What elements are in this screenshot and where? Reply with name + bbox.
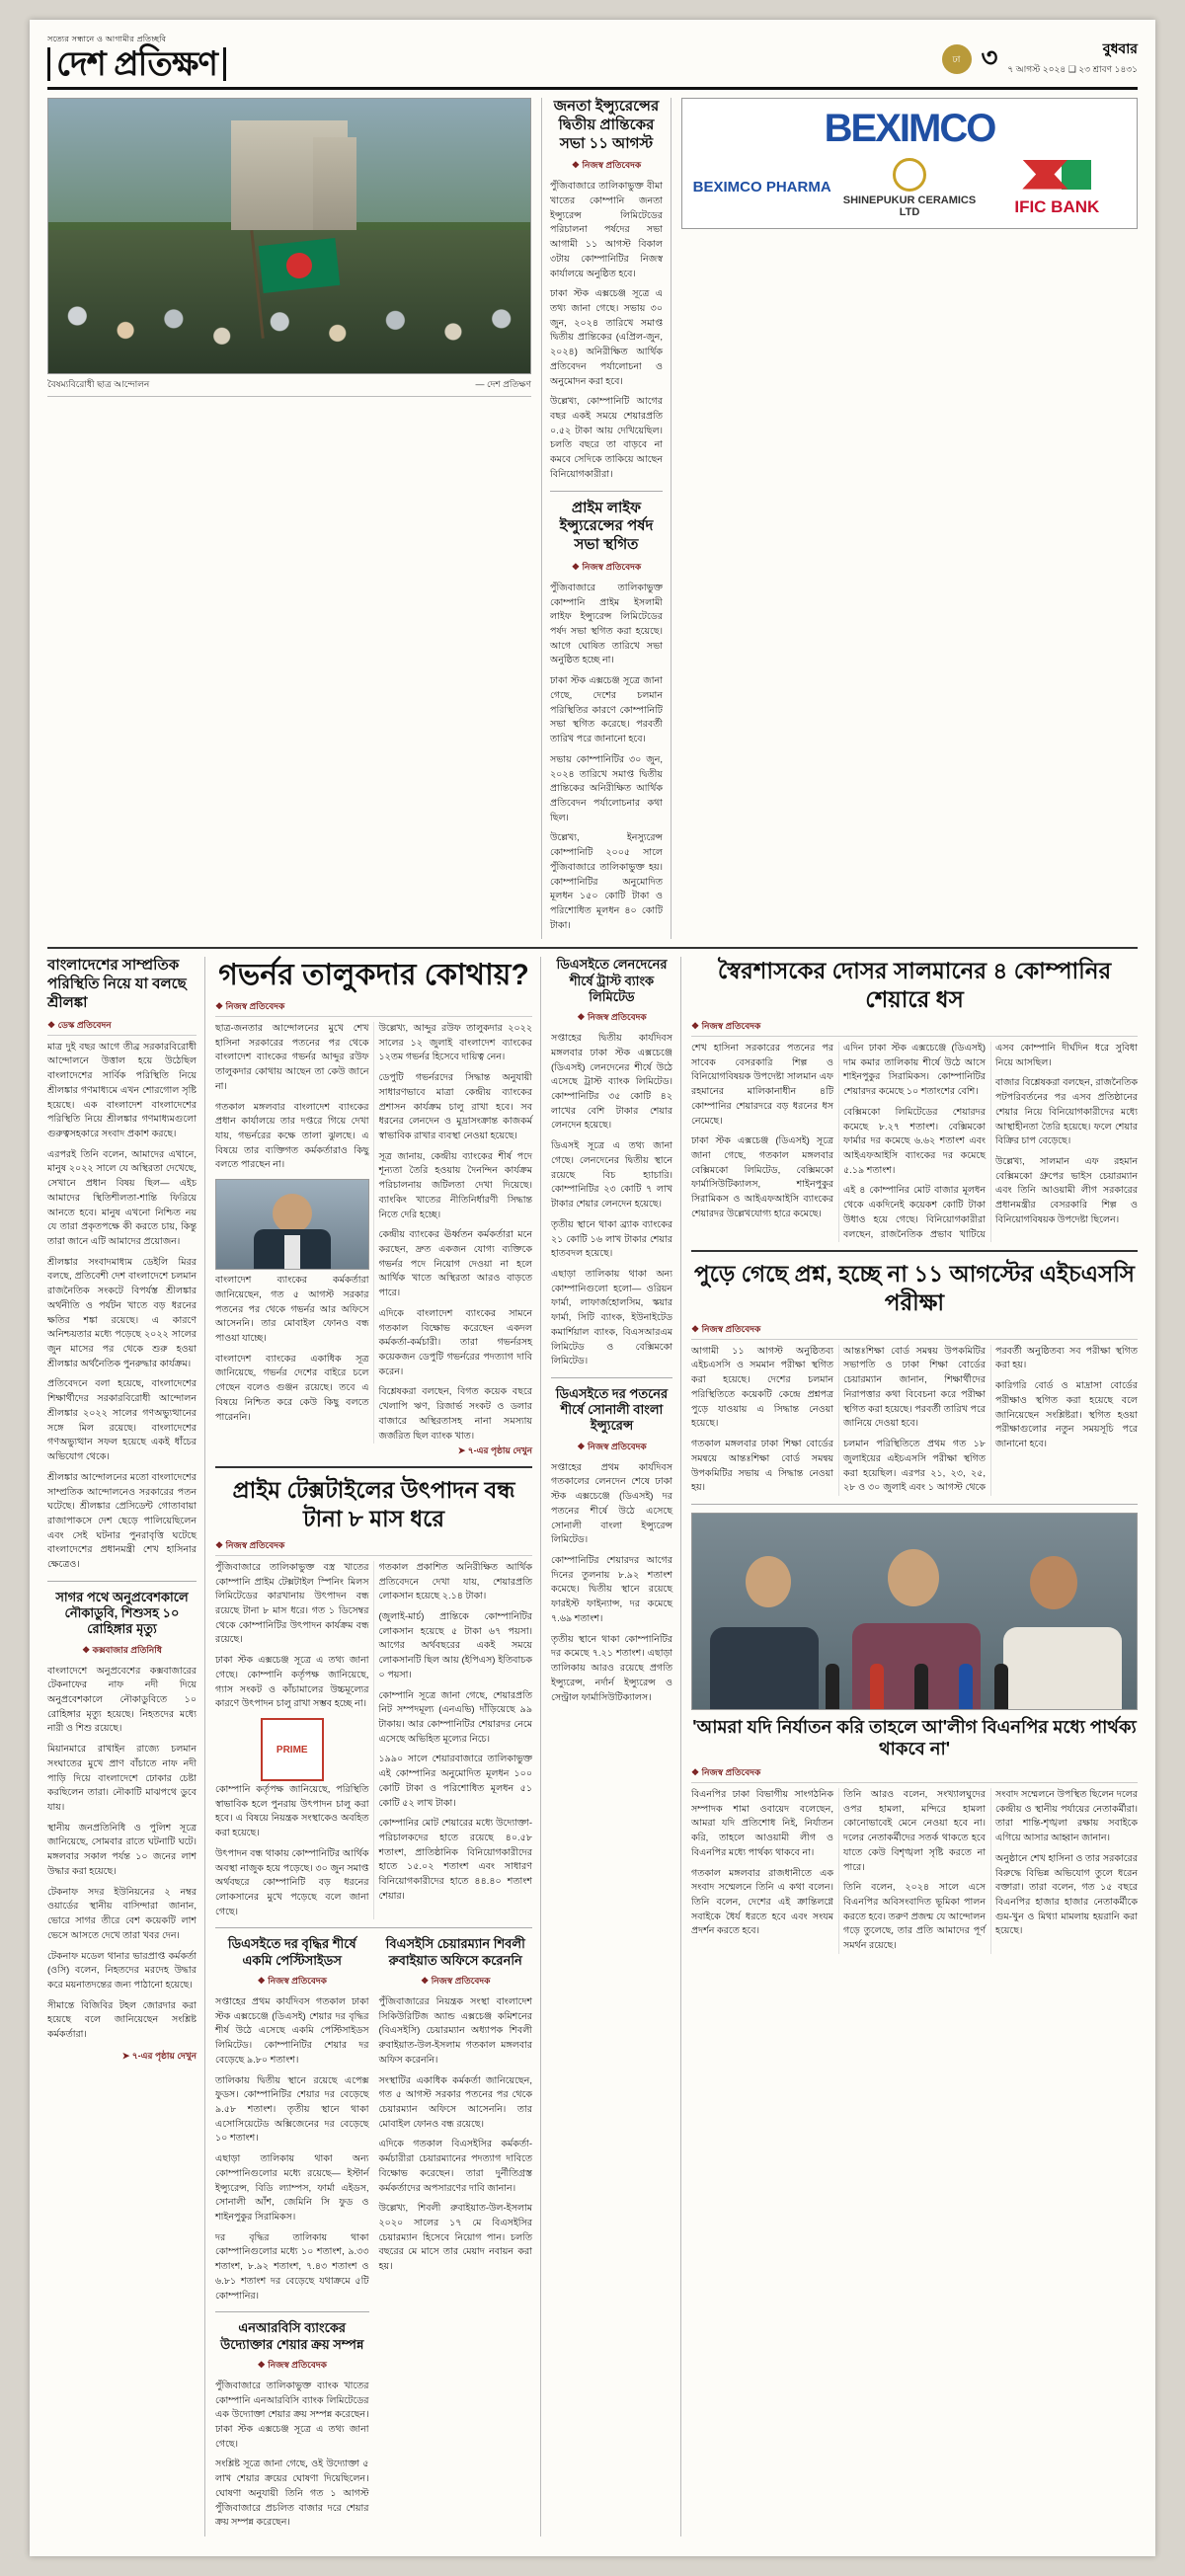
governor-para-l4: উল্লেখ্য, আব্দুর রউফ তালুকদার ২০২২ সালের ১২ জুলাই বাংলাদেশ ব্যাংকের ১২তম গভর্নর হিসেবে দায়িত্ব নেন। [378,1022,532,1063]
janata-para-1: ঢাকা স্টক এক্সচেঞ্জ সূত্রে এ তথ্য জানা গেছে। সভায় ৩০ জুন, ২০২৪ তারিখে সমাপ্ত দ্বিতীয় প্রান্তিকের (এপ্রিল-জুন, ২০২৪) অনিরীক্ষিত আর্থিক প্রতিবেদন পর্যালোচনা ও অনুমোদন করা হবে। [550,288,663,387]
nrbc-para-0: পুঁজিবাজারে তালিকাভুক্ত ব্যাংক খাতের কোম্পানি এনআরবিসি ব্যাংক লিমিটেডের এক উদ্যোক্তা শেয়ার ক্রয় সম্পন্ন করেছেন। ঢাকা স্টক এক্সচেঞ্জ সূত্রে এ তথ্য জানা গেছে। [215,2380,369,2450]
bnp-headline: 'আমরা যদি নির্যাতন করি তাহলে আ'লীগ বিএনপির মধ্যে পার্থক্য থাকবে না' [692,1716,1137,1759]
rohingya-para-1: মিয়ানমারে রাখাইন রাজ্যে চলমান সংঘাতের মুখে প্রাণ বাঁচাতে নাফ নদী পাড়ি দিয়ে বাংলাদেশে ঢোকার চেষ্টা করছিলেন তারা। নৌকাটি মাঝপথে ডুবে যায়। [47,1744,197,1814]
second-band [47,957,1138,2537]
rohingya-jump[interactable]: ➤ ৭-এর পৃষ্ঠায় দেখুন [121,2050,197,2061]
dse-emi-para-1: তালিকায় দ্বিতীয় স্থানে রয়েছে এপেক্স ফুডস। কোম্পানিটির শেয়ার দর বেড়েছে ৯.৫৮ শতাংশ। তৃতীয় স্থানে থাকা এসোসিয়েটেড অক্সিজেনের দর বেড়েছে ১০ শতাংশ। [215,2074,369,2145]
prime-life-para-3: উল্লেখ্য, ইনস্যুরেন্স কোম্পানিটি ২০০৫ সালে পুঁজিবাজারে তালিকাভুক্ত হয়। কোম্পানিটির অনুমোদিত মূলধন ১৫০ কোটি টাকা ও পরিশোধিত মূলধন ৪০ কোটি টাকা। [550,832,663,931]
dse-gold-byline: ❖ নিজস্ব প্রতিবেদক [577,1441,647,1451]
hsc-para-4: কারিগরি বোর্ড ও মাদ্রাসা বোর্ডের পরীক্ষাও স্থগিত করা হয়েছে বলে জানিয়েছেন সংশ্লিষ্টরা। স্থগিত হওয়া পরীক্ষাগুলোর নতুন সময়সূচি পরে জানানো হবে। [995,1380,1138,1450]
bnp-byline: ❖ নিজস্ব প্রতিবেদক [691,1765,1138,1783]
governor-para-r4: বিশ্লেষকরা বলছেন, বিগত কয়েক বছরে খেলাপি ঋণ, রিজার্ভ সংকট ও ডলার বাজারে অস্থিরতাসহ নানা সমস্যায় জর্জরিত ছিল ব্যাংক খাত। [378,1386,532,1442]
caption-left: বৈষম্যবিরোধী ছাত্র আন্দোলন [47,379,150,389]
salman-para-1: ঢাকা স্টক এক্সচেঞ্জ (ডিএসই) সূত্রে জানা গেছে, গতকাল মঙ্গলবার বেক্সিমকো লিমিটেড, বেক্সিমকো ফার্মাসিউটিক্যালস, শাইনপুকুর সিরামিকস ও আইএফআইসি ব্যাংকের শেয়ারদর উল্লেখযোগ্য হারে কমেছে। [691,1135,833,1219]
dse-emi-para-2: এছাড়া তালিকায় থাকা অন্য কোম্পানিগুলোর মধ্যে রয়েছে— ইস্টার্ন ইন্স্যুরেন্স, বিডি ল্যাম্পস, ফার্মা এইডস, সোনালী আঁশ, জেমিনি সি ফুড ও শাইনপুকুর সিরামিকস। [215,2153,369,2224]
prime-textile-para-r3: কোম্পানির মোট শেয়ারের মধ্যে উদ্যোক্তা-পরিচালকদের হাতে রয়েছে ৪০.৫৮ শতাংশ, প্রাতিষ্ঠানিক বিনিয়োগকারীদের হাতে ১৫.০২ শতাংশ এবং সাধারণ বিনিয়োগকারীদের হাতে ৪৪.৪০ শতাংশ শেয়ার। [378,1818,532,1902]
nrbc-byline: ❖ নিজস্ব প্রতিবেদক [257,2359,327,2370]
beximco-advertisement[interactable] [681,98,1138,229]
governor-jump[interactable]: ➤ ৭-এর পৃষ্ঠায় দেখুন [457,1445,532,1456]
salman-para-2: এদিন ঢাকা স্টক এক্সচেঞ্জে (ডিএসই) দাম কমার তালিকায় শীর্ষে উঠে আসে শাইনপুকুর সিরামিকস। কোম্পানিটির শেয়ারদর কমেছে ১০ শতাংশের বেশি। [843,1042,986,1098]
salman-para-0: শেখ হাসিনা সরকারের পতনের পর সাবেক বেসরকারি শিল্প ও বিনিয়োগবিষয়ক উপদেষ্টা সালমান এফ রহমানের মালিকানাধীন ৪টি কোম্পানির শেয়ারদরে বড় ধরনের ধস নেমেছে। [691,1042,833,1127]
dse-gold-para-1: কোম্পানিটির শেয়ারদর আগের দিনের তুলনায় ৮.৯২ শতাংশ কমেছে। দ্বিতীয় স্থানে রয়েছে ফারইস্ট ফাইন্যান্স, দর কমেছে ৭.৬৯ শতাংশ। [551,1555,672,1624]
bnp-para-1: গতকাল মঙ্গলবার রাজধানীতে এক সংবাদ সম্মেলনে তিনি এ কথা বলেন। তিনি বলেন, দেশের এই ক্রান্তিলগ্নে সবাইকে ধৈর্য ধরতে হবে এবং সংযম প্রদর্শন করতে হবে। [691,1867,833,1937]
hsc-para-0: আগামী ১১ আগস্ট অনুষ্ঠিতব্য এইচএসসি ও সমমান পরীক্ষা স্থগিত করা হয়েছে। দেশের চলমান পরিস্থিতিতে কয়েকটি কেন্দ্রে প্রশ্নপত্র পুড়ে যাওয়ায় এ সিদ্ধান্ত নেওয়া হয়েছে। [691,1345,833,1430]
shinepukur-ring-icon [893,158,926,192]
publication-date: ৭ আগস্ট ২০২৪ ❑ ২৩ শ্রাবণ ১৪৩১ [1007,63,1138,74]
newspaper-page [30,20,1155,2556]
salman-para-6: উল্লেখ্য, সালমান এফ রহমান বেক্সিমকো গ্রুপের ভাইস চেয়ারম্যান এবং তিনি আওয়ামী লীগ সরকারের প্রধানমন্ত্রীর বেসরকারি শিল্প ও বিনিয়োগবিষয়ক উপদেষ্টা ছিলেন। [995,1155,1138,1225]
bsec-headline: বিএসইসি চেয়ারম্যান শিবলী রুবাইয়াত অফিসে করেননি [385,1936,525,1968]
bnp-para-4: সংবাদ সম্মেলনে উপস্থিত ছিলেন দলের কেন্দ্রীয় ও স্থানীয় পর্যায়ের নেতাকর্মীরা। তারা শান্তি-শৃঙ্খলা রক্ষায় সবাইকে এগিয়ে আসার আহ্বান জানান। [995,1788,1138,1844]
prime-textile-para-r2: ১৯৯০ সালে শেয়ারবাজারে তালিকাভুক্ত এই কোম্পানির অনুমোদিত মূলধন ১০০ কোটি টাকা ও পরিশোধিত মূলধন ৫১ কোটি ৫২ লাখ টাকা। [378,1754,532,1809]
bsec-para-1: সংস্থাটির একাধিক কর্মকর্তা জানিয়েছেন, গত ৫ আগস্ট সরকার পতনের পর থেকে চেয়ারম্যান অফিসে আসেননি। তার মোবাইল ফোনও বন্ধ রয়েছে। [378,2074,532,2130]
nrbc-headline: এনআরবিসি ব্যাংকের উদ্যোক্তার শেয়ার ক্রয় সম্পন্ন [220,2320,364,2352]
dse-trust-para-3: এছাড়া তালিকায় থাকা অন্য কোম্পানিগুলো হলো— ওরিয়ন ফার্মা, লাফার্জহোলসিম, স্কয়ার ফার্মা, সিটি ব্যাংক, ইউনাইটেড কমার্শিয়াল ব্যাংক, বিএসআরএম লিমিটেড ও বেক্সিমকো লিমিটেড। [551,1268,672,1367]
salman-para-5: বাজার বিশ্লেষকরা বলছেন, রাজনৈতিক পটপরিবর্তনের পর এসব প্রতিষ্ঠানের শেয়ার নিয়ে বিনিয়োগকারীদের মধ্যে আস্থাহীনতা তৈরি হয়েছে। ফলে শেয়ার বিক্রির চাপ বেড়েছে। [995,1077,1138,1147]
srilanka-para-4: শ্রীলঙ্কার আন্দোলনের মতো বাংলাদেশের সাম্প্রতিক আন্দোলনেও সরকারের পতন ঘটেছে। শ্রীলঙ্কার প্রেসিডেন্ট গোতাবায়া রাজাপাকসে দেশ ছেড়ে পালিয়েছিলেন এবং সেই ঘটনার পুনরাবৃত্তি ঘটেছে বাংলাদেশের প্রধানমন্ত্রী শেখ হাসিনার ক্ষেত্রেও। [47,1471,197,1571]
ific-mark-icon [988,160,1127,197]
bsec-para-2: এদিকে গতকাল বিএসইসির কর্মকর্তা-কর্মচারীরা চেয়ারম্যানের পদত্যাগ দাবিতে বিক্ষোভ করেছেন। তারা দুর্নীতিগ্রস্ত কর্মকর্তাদের অপসারণের দাবি জানান। [378,2139,532,2194]
dse-trust-para-1: ডিএসই সূত্রে এ তথ্য জানা গেছে। লেনদেনের দ্বিতীয় স্থানে রয়েছে বিচ হ্যাচারি। কোম্পানিটির ২৩ কোটি ৭ লাখ টাকার শেয়ার লেনদেন হয়েছে। [551,1140,672,1210]
dse-trust-para-0: সপ্তাহের দ্বিতীয় কার্যদিবস মঙ্গলবার ঢাকা স্টক এক্সচেঞ্জে (ডিএসই) লেনদেনের শীর্ষে উঠে এসেছে ট্রাস্ট ব্যাংক লিমিটেড। কোম্পানিটির ৩৫ কোটি ৪২ লাখের বেশি টাকার শেয়ার লেনদেন হয়েছে। [551,1033,672,1132]
prime-life-para-0: পুঁজিবাজারে তালিকাভুক্ত কোম্পানি প্রাইম ইসলামী লাইফ ইন্স্যুরেন্স লিমিটেডের পর্ষদ সভা স্থগিত করা হয়েছে। আগে ঘোষিত তারিখে সভা অনুষ্ঠিত হচ্ছে না। [550,582,663,666]
salman-byline: ❖ নিজস্ব প্রতিবেদক [691,1019,1138,1037]
governor-para-r1: সূত্র জানায়, কেন্দ্রীয় ব্যাংকের শীর্ষ পদে শূন্যতা তৈরি হওয়ায় দৈনন্দিন কার্যক্রম পরিচালনায় জটিলতা দেখা দিয়েছে। ব্যাংকিং খাতের নীতিনির্ধারণী সিদ্ধান্ত নিতে দেরি হচ্ছে। [378,1150,532,1220]
prime-textile-para-r1: কোম্পানি সূত্রে জানা গেছে, শেয়ারপ্রতি নিট সম্পদমূল্য (এনএভি) দাঁড়িয়েছে ৯৯ টাকায়। আর কোম্পানিটির শেয়ারদর নেমে এসেছে অভিহিত মূল্যের নিচে। [378,1689,532,1745]
prime-life-para-1: ঢাকা স্টক এক্সচেঞ্জ সূত্রে জানা গেছে, দেশের চলমান পরিস্থিতির কারণে কোম্পানিটি সভা স্থগিত করেছে। পরবর্তী তারিখ পরে জানানো হবে। [550,675,663,745]
srilanka-headline: বাংলাদেশের সাম্প্রতিক পরিস্থিতি নিয়ে যা বলছে শ্রীলঙ্কা [47,957,187,1011]
rohingya-para-3: টেকনাফ সদর ইউনিয়নের ২ নম্বর ওয়ার্ডের স্থানীয় বাসিন্দারা জানান, ভোরে সাগর তীরে বেশ কয়েকটি লাশ ভেসে আসতে দেখে তারা খবর দেন। [47,1886,197,1941]
prime-textile-byline: ❖ নিজস্ব প্রতিবেদক [215,1538,532,1556]
dse-emi-byline: ❖ নিজস্ব প্রতিবেদক [257,1975,327,1986]
prime-textile-para-l2: কোম্পানি কর্তৃপক্ষ জানিয়েছে, পরিস্থিতি স্বাভাবিক হলে পুনরায় উৎপাদন চালু করা হবে। এ বিষয়ে নিয়ন্ত্রক সংস্থাকেও অবহিত করা হয়েছে। [215,1784,369,1839]
prime-textile-body [215,1561,532,1920]
srilanka-para-3: প্রতিবেদনে বলা হয়েছে, বাংলাদেশের শিক্ষার্থীদের সরকারবিরোধী আন্দোলন শ্রীলঙ্কার ২০২২ সালের গণঅভ্যুত্থানের সঙ্গে মিল রয়েছে। বাংলাদেশের গণঅভ্যুত্থান সফল হয়েছে একই ধাঁচের অভিযোগ থেকে। [47,1378,197,1463]
hsc-byline: ❖ নিজস্ব প্রতিবেদক [691,1322,1138,1340]
lead-photo [47,98,531,374]
governor-para-r2: কেন্দ্রীয় ব্যাংকের ঊর্ধ্বতন কর্মকর্তারা মনে করছেন, দ্রুত একজন যোগ্য ব্যক্তিকে গভর্নর পদে নিয়োগ দেওয়া না হলে আর্থিক খাতে অস্থিরতা আরও বাড়তে পারে। [378,1229,532,1299]
prime-textile-para-l0: পুঁজিবাজারে তালিকাভুক্ত বস্ত্র খাতের কোম্পানি প্রাইম টেক্সটাইল স্পিনিং মিলস লিমিটেডের কারখানায় উৎপাদন বন্ধ রয়েছে টানা ৮ মাস ধরে। গত ১ ডিসেম্বর থেকে কোম্পানিটির উৎপাদন কার্যক্রম বন্ধ রয়েছে। [215,1561,369,1646]
rohingya-para-2: স্থানীয় জনপ্রতিনিধি ও পুলিশ সূত্রে জানিয়েছে, সোমবার রাতে ঘটনাটি ঘটে। মঙ্গলবার সকাল পর্যন্ত ১০ জনের লাশ উদ্ধার করা হয়েছে। [47,1822,197,1877]
dse-emi-para-3: দর বৃদ্ধির তালিকায় থাকা কোম্পানিগুলোর মধ্যে ১০ শতাংশ, ৯.৩৩ শতাংশ, ৮.৯২ শতাংশ, ৭.৪৩ শতাংশ ও ৬.৮১ শতাংশ দর বেড়েছে যথাক্রমে ৫টি কোম্পানির। [215,2231,369,2302]
weekday: বুধবার [1102,40,1138,57]
governor-body [215,1022,532,1444]
photo-flag [258,238,340,293]
srilanka-byline: ❖ ডেস্ক প্রতিবেদন [47,1018,197,1036]
issue-number: ৩ [981,42,998,72]
masthead-left [47,34,226,81]
dse-trust-byline: ❖ নিজস্ব প্রতিবেদক [577,1012,647,1023]
masthead-right [942,38,1138,81]
bsec-para-3: উল্লেখ্য, শিবলী রুবাইয়াত-উল-ইসলাম ২০২০ সালের ১৭ মে বিএসইসির চেয়ারম্যান হিসেবে নিয়োগ পান। চলতি বছরের মে মাসে তার মেয়াদ নবায়ন করা হয়। [378,2203,532,2273]
governor-portrait [215,1179,369,1270]
bsec-chairman-article [379,1936,533,2537]
ad-brand-row [692,158,1127,218]
rohingya-para-4: টেকনাফ মডেল থানার ভারপ্রাপ্ত কর্মকর্তা (ওসি) বলেন, নিহতদের মরদেহ উদ্ধার করে ময়নাতদন্তের জন্য পাঠানো হয়েছে। [47,1950,197,1991]
governor-para-l0: ছাত্র-জনতার আন্দোলনের মুখে শেখ হাসিনা সরকারের পতনের পর থেকে বাংলাদেশ ব্যাংকের গভর্নর আব্দুর রউফ তালুকদার কোথায় আছেন তা কেউ জানে না। [215,1022,369,1092]
prime-life-byline: ❖ নিজস্ব প্রতিবেদক [571,561,642,572]
salman-para-3: বেক্সিমকো লিমিটেডের শেয়ারদর কমেছে ৮.২৭ শতাংশ। বেক্সিমকো ফার্মার দর কমেছে ৬.৬২ শতাংশ এবং আইএফআইসি ব্যাংকের দর কমেছে ৫.১৯ শতাংশ। [843,1106,986,1176]
salman-body [691,1042,1138,1242]
salman-headline: স্বৈরশাসকের দোসর সালমানের ৪ কোম্পানির শেয়ারে ধস [717,958,1112,1013]
bnp-body [691,1788,1138,1954]
nrbc-para-1: সংশ্লিষ্ট সূত্রে জানা গেছে, ওই উদ্যোক্তা ৫ লাখ শেয়ার ক্রয়ের ঘোষণা দিয়েছিলেন। ঘোষণা অনুযায়ী তিনি গত ১ আগস্ট পুঁজিবাজারে প্রচলিত বাজার দরে শেয়ার ক্রয় সম্পন্ন করেছেন। [215,2459,369,2529]
prime-textile-headline: প্রাইম টেক্সটাইলের উৎপাদন বন্ধ টানা ৮ মাস ধরে [232,1477,515,1532]
page-title: দেশ প্রতিক্ষণ [47,47,226,81]
dse-trust-para-2: তৃতীয় স্থানে থাকা ব্র্যাক ব্যাংকের ২১ কোটি ১৬ লাখ টাকার শেয়ার হাতবদল হয়েছে। [551,1218,672,1260]
rohingya-byline: ❖ কক্সবাজার প্রতিনিধি [82,1644,162,1655]
governor-para-l3: বাংলাদেশ ব্যাংকের একাধিক সূত্র জানিয়েছে, গভর্নর দেশের বাইরে চলে গেছেন বলেও গুঞ্জন রয়েছে। তবে এ বিষয়ে নিশ্চিত করে কেউ কিছু বলতে পারেননি। [215,1353,369,1423]
bnp-para-0: বিএনপির ঢাকা বিভাগীয় সাংগঠনিক সম্পাদক শামা ওবায়েদ বলেছেন, আমরা যদি প্রতিশোধ নিই, নির্যাতন করি, তাহলে আওয়ামী লীগ ও বিএনপির মধ্যে পার্থক্য থাকবে না। [691,1788,833,1858]
janata-byline: ❖ নিজস্ব প্রতিবেদক [571,160,642,171]
lead-photo-column [47,98,531,939]
beximco-wordmark: BEXIMCO [824,107,995,150]
bnp-para-2: তিনি আরও বলেন, সংখ্যালঘুদের ওপর হামলা, মন্দিরে হামলা কোনোভাবেই মেনে নেওয়া হবে না। দলের নেতাকর্মীদের সতর্ক থাকতে হবে যাতে কেউ বিশৃঙ্খলা সৃষ্টি করতে না পারে। [843,1788,986,1873]
prime-textile-para-l1: ঢাকা স্টক এক্সচেঞ্জ সূত্রে এ তথ্য জানা গেছে। কোম্পানি কর্তৃপক্ষ জানিয়েছে, গ্যাস সংকট ও কাঁচামালের উচ্চমূল্যের কারণে উৎপাদন চালু রাখা সম্ভব হচ্ছে না। [215,1655,369,1710]
ific-bank-logo: IFIC BANK [988,160,1127,217]
bsec-para-0: পুঁজিবাজারের নিয়ন্ত্রক সংস্থা বাংলাদেশ সিকিউরিটিজ অ্যান্ড এক্সচেঞ্জ কমিশনের (বিএসইসি) চেয়ারম্যান অধ্যাপক শিবলী রুবাইয়াত-উল-ইসলাম গতকাল মঙ্গলবার অফিস করেননি। [378,1995,532,2066]
dse-emi-article [215,1936,369,2537]
dse-gold-para-0: সপ্তাহের প্রথম কার্যদিবস গতকালের লেনদেন শেষে ঢাকা স্টক এক্সচেঞ্জে (ডিএসই) দর পতনের শীর্ষে উঠে এসেছে সোনালী বাংলা ইন্স্যুরেন্স লিমিটেড। [551,1461,672,1546]
rohingya-para-5: সীমান্তে বিজিবির টহল জোরদার করা হয়েছে বলে জানিয়েছেন সংশ্লিষ্ট কর্মকর্তারা। [47,1999,197,2041]
prime-logo-icon: PRIME [261,1718,324,1781]
governor-headline: গভর্নর তালুকদার কোথায়? [218,959,529,992]
dse-emi-headline: ডিএসইতে দর বৃদ্ধির শীর্ষে একমি পেস্টিসাইডস [227,1936,356,1968]
governor-para-l2: বাংলাদেশ ব্যাংকের কর্মকর্তারা জানিয়েছেন, গত ৫ আগস্ট সরকার পতনের পর থেকে গভর্নর আর অফিসে আসেননি। তার মোবাইল ফোনও বন্ধ পাওয়া যাচ্ছে। [215,1275,369,1344]
srilanka-para-1: এরপরই তিনি বলেন, আমাদের এখানে, মানুষ ২০২২ সালে যে অস্থিরতা দেখেছে, সেখানে প্রধান বিষয় ছিল— এইচ আমাদের স্থিতিশীলতা-শান্তি ফিরিয়ে আনতে হবে। মানুষ এখনো নিশ্চিত নয় যে তারা প্রকৃতপক্ষে কী করতে চায়, কিন্তু তারা জানে এটি আমাদের প্রয়োজন। [47,1148,197,1247]
date-block [1007,40,1138,78]
dse-emi-para-0: সপ্তাহের প্রথম কার্যদিবস গতকাল ঢাকা স্টক এক্সচেঞ্জে (ডিএসই) শেয়ার দর বৃদ্ধির শীর্ষ উঠে এসেছে একমি পেস্টিসাইডস লিমিটেড। কোম্পানিটির শেয়ার দর বেড়েছে ৯.৮০ শতাংশ। [215,1995,369,2066]
governor-para-r0: ডেপুটি গভর্নরদের সিদ্ধান্ত অনুযায়ী সাধারণভাবে মাত্রা কেন্দ্রীয় ব্যাংকের প্রশাসন কার্যক্রম চালু রাখা হবে। সব ধরনের লেনদেন ও মুদ্রাসংক্রান্ত কাজকর্ম স্বাভাবিক রাখার ব্যবস্থা নেওয়া হয়েছে। [378,1072,532,1141]
dse-gold-headline: ডিএসইতে দর পতনের শীর্ষে সোনালী বাংলা ইন্স্যুরেন্স [555,1385,669,1434]
prime-life-para-2: সভায় কোম্পানিটির ৩০ জুন, ২০২৪ তারিখে সমাপ্ত দ্বিতীয় প্রান্তিকের অনিরীক্ষিত আর্থিক প্রতিবেদন পর্যালোচনার কথা ছিল। [550,753,663,823]
hsc-para-2: আন্তঃশিক্ষা বোর্ড সমন্বয় উপকমিটির সভাপতি ও ঢাকা শিক্ষা বোর্ডের চেয়ারম্যান জানান, শিক্ষার্থীদের নিরাপত্তার কথা বিবেচনা করে পরীক্ষা স্থগিত করা হয়েছে। পরবর্তী তারিখ পরে জানিয়ে দেওয়া হবে। [843,1345,986,1430]
janata-headline: জনতা ইন্স্যুরেন্সের দ্বিতীয় প্রান্তিকের সভা ১১ আগস্ট [553,98,660,152]
dse-trust-headline: ডিএসইতে লেনদেনের শীর্ষে ট্রাস্ট ব্যাংক লিমিটেড [556,957,668,1004]
prime-textile-para-r0: (জুলাই-মার্চ) প্রান্তিকে কোম্পানিটির লোকসান হয়েছে ৫ টাকা ৬৭ পয়সা। আগের অর্থবছরের একই সময়ে লোকসানটি ছিল আয় (ইপিএস) ইতিবাচক ০ পয়সা। [378,1610,532,1680]
top-section [47,98,1138,939]
janata-para-2: উল্লেখ্য, কোম্পানিটি আগের বছর একই সময়ে শেয়ারপ্রতি ০.৫২ টাকা আয় দেখিয়েছিল। চলতি বছরে তা বাড়বে না কমবে সেদিকে তাকিয়ে আছেন বিনিয়োগকারীরা। [550,396,663,480]
shinepukur-logo: SHINEPUKUR CERAMICS LTD [839,158,979,218]
prime-textile-para-l4: গতকাল প্রকাশিত অনিরীক্ষিত আর্থিক প্রতিবেদনে দেখা যায়, শেয়ারপ্রতি লোকসান হয়েছে ২.১৪ টাকা। [378,1561,532,1602]
rohingya-para-0: বাংলাদেশে অনুপ্রবেশের কক্সবাজারের টেকনাফের নাফ নদী দিয়ে অনুপ্রবেশকালে নৌকাডুবিতে ১০ রোহিঙ্গার মৃত্যু হয়েছে। নিহতদের মধ্যে নারী ও শিশু রয়েছে। [47,1665,197,1735]
prime-textile-para-l3: উৎপাদন বন্ধ থাকায় কোম্পানিটির আর্থিক অবস্থা নাজুক হয়ে পড়েছে। ৩০ জুন সমাপ্ত অর্থবছরে কোম্পানিটি বড় ধরনের লোকসানের মুখে পড়েছে বলে জানা গেছে। [215,1847,369,1917]
srilanka-para-2: শ্রীলঙ্কার সংবাদমাধ্যম ডেইলি মিরর বলছে, প্রতিবেশী দেশ বাংলাদেশে চলমান রাজনৈতিক সংকটে বিপর্যস্ত শ্রীলঙ্কার অর্থনীতি ও পর্যটন খাতে বড় ধরনের ক্ষতির শঙ্কা রয়েছে। এ কারণে অনিশ্চয়তার মধ্যে পড়েছে ২০২২ সালের জুন মাসের পর থেকে শুরু হওয়া শ্রীলঙ্কার অর্থনৈতিক পুনরুদ্ধার কার্যক্রম। [47,1256,197,1369]
hsc-para-3: চলমান পরিস্থিতিতে প্রথম গত ১৮ জুলাইয়ের এইচএসসি পরীক্ষা স্থগিত করা হয়েছিল। এরপর ২১, ২৩, ২৫, ২৮ ও ৩০ জুলাই এবং ১ আগস্ট থেকে পরবর্তী অনুষ্ঠিতব্য সব পরীক্ষা স্থগিত করা হয়। [843,1345,1138,1494]
seal-icon: ঢা [942,44,972,74]
right-column [691,957,1138,2537]
salman-para-4: এই ৪ কোম্পানির মোট বাজার মূলধন থেকে একদিনেই কয়েকশ কোটি টাকা উধাও হয়ে গেছে। বিনিয়োগকারীরা বলছেন, রাজনৈতিক প্রভাব খাটিয়ে এসব কোম্পানি দীর্ঘদিন ধরে সুবিধা নিয়ে আসছিল। [843,1042,1138,1240]
advertisement-column [681,98,1138,939]
dse-gold-para-2: তৃতীয় স্থানে থাকা কোম্পানিটির দর কমেছে ৭.২১ শতাংশ। এছাড়া তালিকায় আরও রয়েছে প্রগতি ইন্স্যুরেন্স, নর্দার্ন ইন্স্যুরেন্স ও সেন্ট্রাল ফার্মাসিউটিক্যালস। [551,1633,672,1703]
bnp-para-5: অনুষ্ঠানে শেখ হাসিনা ও তার সরকারের বিরুদ্ধে বিভিন্ন অভিযোগ তুলে ধরেন বক্তারা। তারা বলেন, গত ১৫ বছরে বিএনপির হাজার হাজার নেতাকর্মীকে গুম-খুন ও মিথ্যা মামলায় হয়রানি করা হয়েছে। [995,1852,1138,1937]
srilanka-article [47,957,205,2537]
dse-column [551,957,681,2537]
governor-para-l1: গতকাল মঙ্গলবার বাংলাদেশ ব্যাংকের প্রধান কার্যালয়ে তার দপ্তরে গিয়ে দেখা যায়, গভর্নরের কক্ষে তালা ঝুলছে। এ বিষয়ে তার ব্যক্তিগত কর্মকর্তারাও কিছু বলতে পারছেন না। [215,1101,369,1171]
prime-life-headline: প্রাইম লাইফ ইন্স্যুরেন্সের পর্ষদ সভা স্থগিত [559,499,654,554]
rohingya-headline: সাগর পথে অনুপ্রবেশকালে নৌকাডুবি, শিশুসহ ১০ রোহিঙ্গার মৃত্যু [55,1589,189,1637]
press-conference-photo [691,1513,1138,1710]
hsc-para-1: গতকাল মঙ্গলবার ঢাকা শিক্ষা বোর্ডের সমন্বয়ে আন্তঃশিক্ষা বোর্ড সমন্বয় উপকমিটির সভায় এ সিদ্ধান্ত নেওয়া হয়। [691,1439,833,1494]
masthead-tagline: সত্যের সন্ধানে ও আগামীর প্রতিচ্ছবি [47,35,167,43]
hsc-headline: পুড়ে গেছে প্রশ্ন, হচ্ছে না ১১ আগস্টের এইচএসসি পরীক্ষা [694,1261,1135,1315]
bnp-para-3: তিনি বলেন, ২০২৪ সালে এসে বিএনপির অবিসংবাদিত ভূমিকা পালন করতে হবে। তরুণ প্রজন্ম যে আন্দোলন গড়ে তুলেছে, তার প্রতি আমাদের পূর্ণ সমর্থন রয়েছে। [843,1882,986,1952]
srilanka-para-0: মাত্র দুই বছর আগে তীব্র সরকারবিরোধী আন্দোলনে উত্তাল হয়ে উঠেছিল বাংলাদেশের সার্বিক পরিস্থিতি নিয়ে শ্রীলঙ্কার গণমাধ্যমে এখন শোরগোল সৃষ্টি হয়েছে। এক বাংলাদেশ বাংলাদেশের পরিস্থিতি নিয়ে শ্রীলঙ্কার গণমাধ্যমগুলো গুরুত্বসহকারে সংবাদ প্রকাশ করছে। [47,1041,197,1139]
insurance-column [541,98,672,939]
lead-photo-caption [47,374,531,397]
beximco-pharma-logo: BEXIMCO PHARMA [692,179,831,196]
masthead [47,34,1138,90]
governor-article [215,957,541,2537]
governor-para-r3: এদিকে বাংলাদেশ ব্যাংকের সামনে গতকাল বিক্ষোভ করেছেন একদল কর্মকর্তা-কর্মচারী। তারা গভর্নরসহ কয়েকজন ডেপুটি গভর্নরের পদত্যাগ দাবি করেন। [378,1307,532,1377]
governor-byline: ❖ নিজস্ব প্রতিবেদক [215,999,532,1017]
janata-para-0: পুঁজিবাজারে তালিকাভুক্ত বীমা খাতের কোম্পানি জনতা ইন্স্যুরেন্স লিমিটেডের পরিচালনা পর্ষদের সভা আগামী ১১ আগস্ট বিকাল ৩টায় কোম্পানিটির নিজস্ব কার্যালয়ে অনুষ্ঠিত হবে। [550,181,663,279]
hsc-body [691,1345,1138,1496]
bsec-byline: ❖ নিজস্ব প্রতিবেদক [421,1975,491,1986]
caption-credit: — দেশ প্রতিক্ষণ [475,379,531,389]
